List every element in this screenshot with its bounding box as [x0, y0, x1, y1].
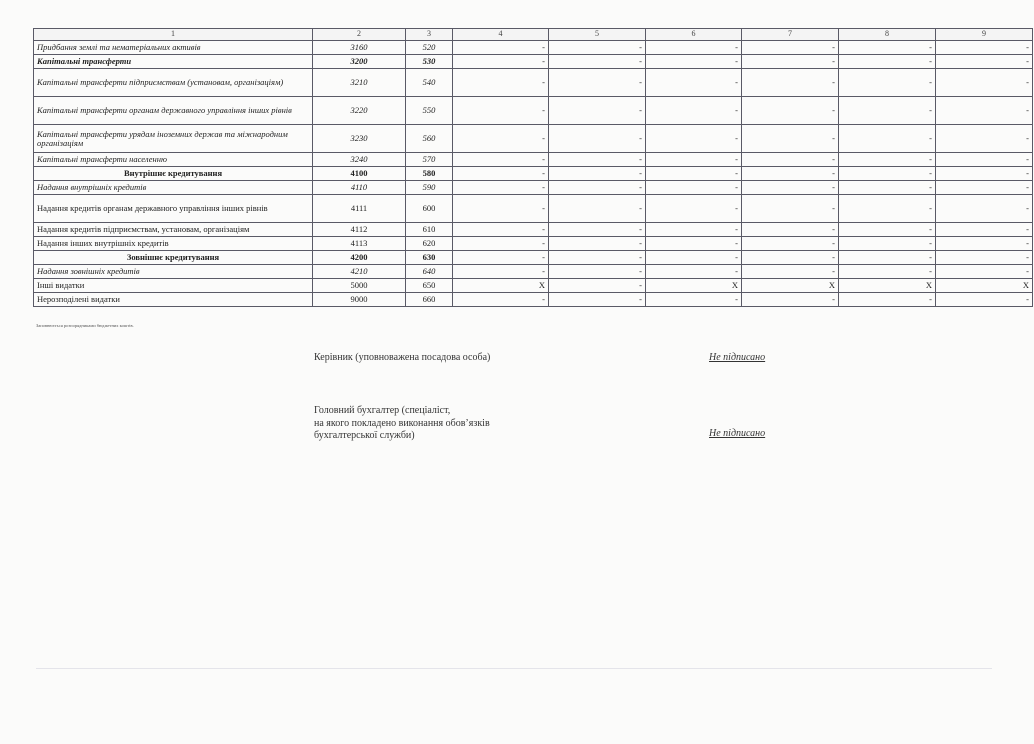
row-code-cell: 630 [406, 251, 453, 265]
value-cell: - [453, 251, 549, 265]
kekv-code-cell: 4110 [313, 181, 406, 195]
header-cell: 5 [549, 29, 646, 41]
value-cell: - [936, 265, 1033, 279]
value-cell: - [742, 223, 839, 237]
value-cell: - [742, 125, 839, 153]
value-cell: X [936, 279, 1033, 293]
value-cell: - [646, 181, 742, 195]
value-cell: - [742, 237, 839, 251]
row-code-cell: 540 [406, 69, 453, 97]
value-cell: - [549, 69, 646, 97]
value-cell: - [936, 41, 1033, 55]
row-code-cell: 570 [406, 153, 453, 167]
kekv-code-cell: 4100 [313, 167, 406, 181]
row-name-cell: Капітальні трансферти органам державного управління інших рівнів [34, 97, 313, 125]
value-cell: - [646, 293, 742, 307]
value-cell: - [453, 167, 549, 181]
table-row [34, 293, 1034, 307]
header-cell: 6 [646, 29, 742, 41]
row-name-cell: Надання кредитів органам державного управління інших рівнів [34, 195, 313, 223]
row-name-cell: Інші видатки [34, 279, 313, 293]
row-code-cell: 650 [406, 279, 453, 293]
value-cell: - [839, 69, 936, 97]
value-cell: - [453, 41, 549, 55]
accountant-signature-status: Не підписано [709, 428, 766, 439]
value-cell: - [549, 125, 646, 153]
accountant-label-line: бухгалтерської служби) [314, 430, 415, 441]
row-code-cell: 550 [406, 97, 453, 125]
row-code-cell: 560 [406, 125, 453, 153]
value-cell: - [646, 195, 742, 223]
accountant-signature-label [314, 405, 490, 443]
value-cell: - [549, 97, 646, 125]
row-code-cell: 610 [406, 223, 453, 237]
value-cell: - [453, 153, 549, 167]
value-cell: - [453, 97, 549, 125]
value-cell: - [839, 167, 936, 181]
value-cell: - [549, 181, 646, 195]
kekv-code-cell: 5000 [313, 279, 406, 293]
value-cell: - [549, 251, 646, 265]
value-cell: - [549, 293, 646, 307]
value-cell: - [742, 265, 839, 279]
value-cell: - [549, 167, 646, 181]
kekv-code-cell: 4111 [313, 195, 406, 223]
value-cell: - [936, 251, 1033, 265]
value-cell: - [839, 195, 936, 223]
row-name-cell: Придбання землі та нематеріальних активів [34, 41, 313, 55]
header-cell: 8 [839, 29, 936, 41]
table-row [34, 41, 1034, 55]
value-cell: - [646, 97, 742, 125]
kekv-code-cell: 3210 [313, 69, 406, 97]
row-code-cell: 620 [406, 237, 453, 251]
value-cell: - [453, 125, 549, 153]
kekv-code-cell: 9000 [313, 293, 406, 307]
value-cell: - [453, 293, 549, 307]
table-row [34, 125, 1034, 153]
value-cell: - [742, 55, 839, 69]
value-cell: - [839, 125, 936, 153]
row-name-cell: Нерозподілені видатки [34, 293, 313, 307]
value-cell: X [742, 279, 839, 293]
expenditure-table [33, 28, 1034, 307]
value-cell: - [453, 223, 549, 237]
value-cell: - [839, 153, 936, 167]
value-cell: - [646, 237, 742, 251]
kekv-code-cell: 3220 [313, 97, 406, 125]
value-cell: - [646, 69, 742, 97]
table-row [34, 181, 1034, 195]
table-row [34, 153, 1034, 167]
value-cell: - [549, 195, 646, 223]
kekv-code-cell: 4113 [313, 237, 406, 251]
row-code-cell: 580 [406, 167, 453, 181]
value-cell: - [453, 195, 549, 223]
value-cell: - [549, 237, 646, 251]
table-row [34, 265, 1034, 279]
row-code-cell: 590 [406, 181, 453, 195]
value-cell: - [742, 181, 839, 195]
value-cell: - [646, 153, 742, 167]
table-row [34, 167, 1034, 181]
kekv-code-cell: 3240 [313, 153, 406, 167]
value-cell: - [839, 41, 936, 55]
value-cell: - [453, 237, 549, 251]
value-cell: - [936, 55, 1033, 69]
value-cell: - [839, 181, 936, 195]
value-cell: - [453, 265, 549, 279]
table-row [34, 69, 1034, 97]
value-cell: - [839, 55, 936, 69]
value-cell: - [646, 125, 742, 153]
value-cell: - [742, 251, 839, 265]
row-name-cell: Капітальні трансферти урядам іноземних держав та міжнародним організаціям [34, 125, 313, 153]
value-cell: - [646, 223, 742, 237]
header-cell: 7 [742, 29, 839, 41]
row-code-cell: 640 [406, 265, 453, 279]
value-cell: - [839, 97, 936, 125]
head-signature-status: Не підписано [709, 352, 766, 363]
value-cell: - [839, 265, 936, 279]
value-cell: - [839, 251, 936, 265]
kekv-code-cell: 3160 [313, 41, 406, 55]
row-name-cell: Капітальні трансферти підприємствам (установам, організаціям) [34, 69, 313, 97]
value-cell: - [453, 69, 549, 97]
value-cell: - [646, 41, 742, 55]
value-cell: - [549, 279, 646, 293]
table-row [34, 237, 1034, 251]
value-cell: - [549, 55, 646, 69]
value-cell: - [936, 167, 1033, 181]
header-cell: 9 [936, 29, 1033, 41]
table-row [34, 195, 1034, 223]
kekv-code-cell: 3200 [313, 55, 406, 69]
row-name-cell: Надання внутрішніх кредитів [34, 181, 313, 195]
table-row [34, 279, 1034, 293]
kekv-code-cell: 4210 [313, 265, 406, 279]
value-cell: - [936, 293, 1033, 307]
header-cell: 2 [313, 29, 406, 41]
value-cell: - [549, 41, 646, 55]
value-cell: - [549, 223, 646, 237]
value-cell: - [646, 265, 742, 279]
footnote: Заповнюється розпорядниками бюджетних коштів. [36, 323, 134, 328]
value-cell: - [742, 69, 839, 97]
row-code-cell: 600 [406, 195, 453, 223]
table-row [34, 223, 1034, 237]
row-name-cell: Надання інших внутрішніх кредитів [34, 237, 313, 251]
accountant-label-line: Головний бухгалтер (спеціаліст, [314, 405, 451, 416]
table-header-row [34, 29, 1034, 41]
head-signature-label: Керівник (уповноважена посадова особа) [314, 352, 491, 363]
table-row [34, 251, 1034, 265]
header-cell: 4 [453, 29, 549, 41]
value-cell: - [646, 167, 742, 181]
row-name-cell: Зовнішнє кредитування [34, 251, 313, 265]
header-cell: 1 [34, 29, 313, 41]
value-cell: - [936, 69, 1033, 97]
value-cell: - [936, 237, 1033, 251]
row-code-cell: 520 [406, 41, 453, 55]
value-cell: - [839, 223, 936, 237]
value-cell: - [936, 181, 1033, 195]
value-cell: - [742, 41, 839, 55]
accountant-label-line: на якого покладено виконання обов’язків [314, 417, 490, 429]
value-cell: - [646, 251, 742, 265]
value-cell: - [742, 195, 839, 223]
value-cell: - [453, 181, 549, 195]
value-cell: - [742, 293, 839, 307]
value-cell: - [549, 265, 646, 279]
value-cell: X [646, 279, 742, 293]
value-cell: - [936, 223, 1033, 237]
table-row [34, 97, 1034, 125]
value-cell: - [839, 293, 936, 307]
row-name-cell: Внутрішнє кредитування [34, 167, 313, 181]
value-cell: - [453, 55, 549, 69]
kekv-code-cell: 3230 [313, 125, 406, 153]
header-cell: 3 [406, 29, 453, 41]
table-row [34, 55, 1034, 69]
value-cell: - [742, 153, 839, 167]
row-code-cell: 530 [406, 55, 453, 69]
scan-artifact-line [36, 668, 992, 669]
value-cell: - [742, 167, 839, 181]
value-cell: - [549, 153, 646, 167]
kekv-code-cell: 4112 [313, 223, 406, 237]
value-cell: - [742, 97, 839, 125]
row-name-cell: Капітальні трансферти [34, 55, 313, 69]
value-cell: - [936, 195, 1033, 223]
value-cell: - [936, 97, 1033, 125]
row-name-cell: Капітальні трансферти населенню [34, 153, 313, 167]
row-name-cell: Надання кредитів підприємствам, установам, організаціям [34, 223, 313, 237]
value-cell: - [839, 237, 936, 251]
value-cell: X [453, 279, 549, 293]
value-cell: - [646, 55, 742, 69]
row-code-cell: 660 [406, 293, 453, 307]
kekv-code-cell: 4200 [313, 251, 406, 265]
value-cell: X [839, 279, 936, 293]
value-cell: - [936, 153, 1033, 167]
row-name-cell: Надання зовнішніх кредитів [34, 265, 313, 279]
value-cell: - [936, 125, 1033, 153]
